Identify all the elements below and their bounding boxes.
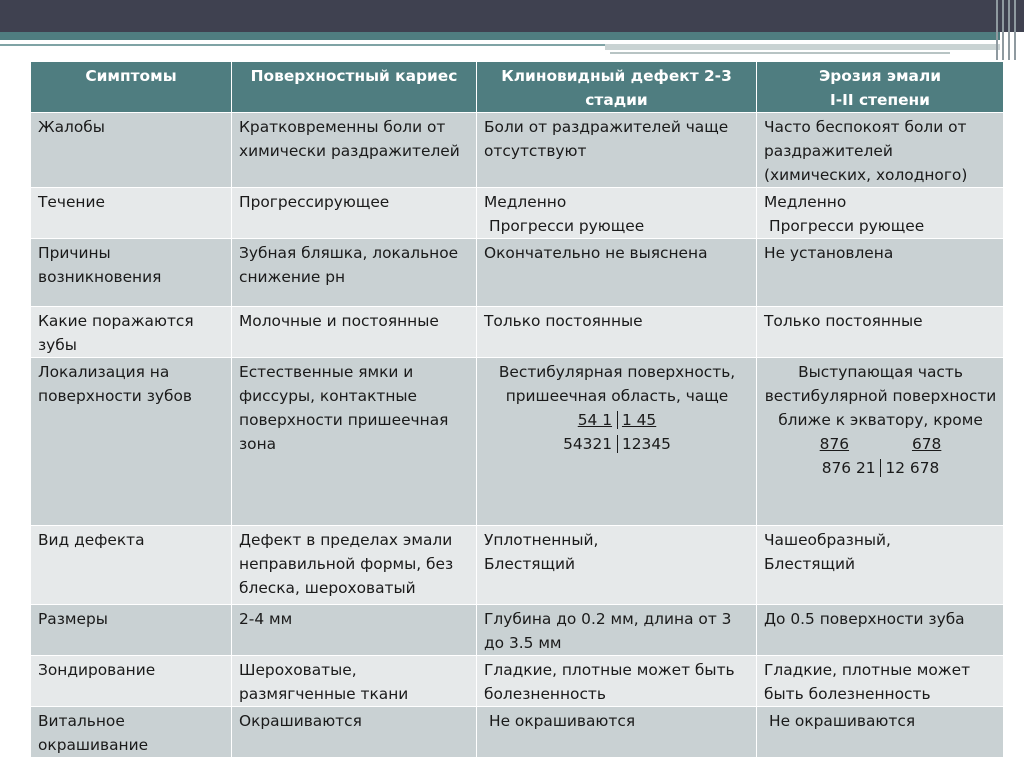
header-wedge-defect: Клиновидный дефект 2-3 стадии — [477, 62, 757, 113]
cell-wedge — [477, 526, 757, 605]
cell-erosion: Гладкие, плотные может быть болезненность — [757, 656, 1004, 707]
cell-wedge — [477, 188, 757, 239]
cell-wedge: Только постоянные — [477, 307, 757, 358]
table-row — [31, 113, 1004, 188]
cell-line: возникновения — [38, 268, 162, 286]
formula-top-left: 54 1 — [577, 411, 613, 429]
tooth-formula — [764, 456, 997, 480]
cell-wedge: Гладкие, плотные может быть болезненность — [477, 656, 757, 707]
tooth-formula — [764, 432, 997, 456]
cell-line: Медленно — [484, 193, 567, 211]
cell-erosion: Только постоянные — [757, 307, 1004, 358]
cell-line: Блестящий — [484, 555, 576, 573]
cell-line: Чашеобразный, — [764, 531, 891, 549]
table-row — [31, 239, 1004, 307]
header-line-thin — [610, 52, 950, 54]
formula-top-right: 678 — [911, 435, 942, 453]
cell-line: Медленно — [764, 193, 847, 211]
cell-erosion: Не окрашиваются — [757, 707, 1004, 758]
cell-erosion — [757, 188, 1004, 239]
cell-superficial: Шероховатые, размягченные ткани — [232, 656, 477, 707]
table-row — [31, 188, 1004, 239]
cell-wedge: Окончательно не выяснена — [477, 239, 757, 307]
cell-symptom: Течение — [31, 188, 232, 239]
cell-wedge: Не окрашиваются — [477, 707, 757, 758]
cell-erosion — [757, 526, 1004, 605]
cell-erosion: До 0.5 поверхности зуба — [757, 605, 1004, 656]
cell-wedge: Боли от раздражителей чаще отсутствуют — [477, 113, 757, 188]
formula-bottom-left: 54321 — [563, 435, 613, 453]
formula-bottom-right: 12 678 — [880, 459, 939, 477]
header-band-gray — [605, 44, 1000, 50]
cell-erosion — [757, 358, 1004, 526]
formula-top-right: 1 45 — [617, 411, 656, 429]
cell-superficial: Молочные и постоянные — [232, 307, 477, 358]
cell-symptom — [31, 239, 232, 307]
table-row — [31, 707, 1004, 758]
header-band-teal — [0, 32, 1000, 40]
cell-superficial: Естественные ямки и фиссуры, контактные поверхности пришеечная зона — [232, 358, 477, 526]
header-enamel-erosion-line2: I-II степени — [830, 91, 930, 109]
table-row — [31, 526, 1004, 605]
tooth-formula — [484, 408, 750, 432]
cell-superficial: Окрашиваются — [232, 707, 477, 758]
cell-symptom: Какие поражаются зубы — [31, 307, 232, 358]
cell-line: Причины — [38, 244, 111, 262]
tooth-formula — [484, 432, 750, 456]
cell-superficial: Кратковременны боли от химически раздражителей — [232, 113, 477, 188]
comparison-table — [30, 61, 1004, 758]
cell-symptom: Зондирование — [31, 656, 232, 707]
cell-symptom: Размеры — [31, 605, 232, 656]
cell-superficial: 2-4 мм — [232, 605, 477, 656]
table-row — [31, 605, 1004, 656]
cell-text: Выступающая часть вестибулярной поверхности ближе к экватору, кроме — [764, 363, 997, 429]
formula-bottom-right: 12345 — [617, 435, 671, 453]
cell-erosion: Не установлена — [757, 239, 1004, 307]
formula-top-left: 876 — [819, 435, 850, 453]
cell-line: Уплотненный, — [484, 531, 599, 549]
table-row — [31, 358, 1004, 526]
cell-symptom: Вид дефекта — [31, 526, 232, 605]
cell-symptom: Жалобы — [31, 113, 232, 188]
cell-wedge: Глубина до 0.2 мм, длина от 3 до 3.5 мм — [477, 605, 757, 656]
header-superficial-caries: Поверхностный кариес — [232, 62, 477, 113]
cell-line: Прогресси рующее — [769, 217, 925, 235]
table-row — [31, 307, 1004, 358]
decorative-bars — [996, 0, 1024, 60]
formula-bottom-left: 876 21 — [821, 459, 876, 477]
header-band-dark — [0, 0, 1024, 32]
cell-erosion: Часто беспокоят боли от раздражителей (химических, холодного) — [757, 113, 1004, 188]
header-enamel-erosion-line1: Эрозия эмали — [819, 67, 941, 85]
table-row — [31, 656, 1004, 707]
cell-symptom: Локализация на поверхности зубов — [31, 358, 232, 526]
cell-line: Блестящий — [764, 555, 856, 573]
cell-wedge — [477, 358, 757, 526]
cell-text: Вестибулярная поверхность, пришеечная область, чаще — [498, 363, 736, 405]
cell-superficial: Зубная бляшка, локальное снижение рн — [232, 239, 477, 307]
cell-superficial: Прогрессирующее — [232, 188, 477, 239]
table-header-row — [31, 62, 1004, 113]
cell-line: Прогресси рующее — [489, 217, 645, 235]
header-symptoms: Симптомы — [31, 62, 232, 113]
cell-superficial: Дефект в пределах эмали неправильной формы, без блеска, шероховатый — [232, 526, 477, 605]
cell-symptom: Витальное окрашивание — [31, 707, 232, 758]
header-enamel-erosion — [757, 62, 1004, 113]
